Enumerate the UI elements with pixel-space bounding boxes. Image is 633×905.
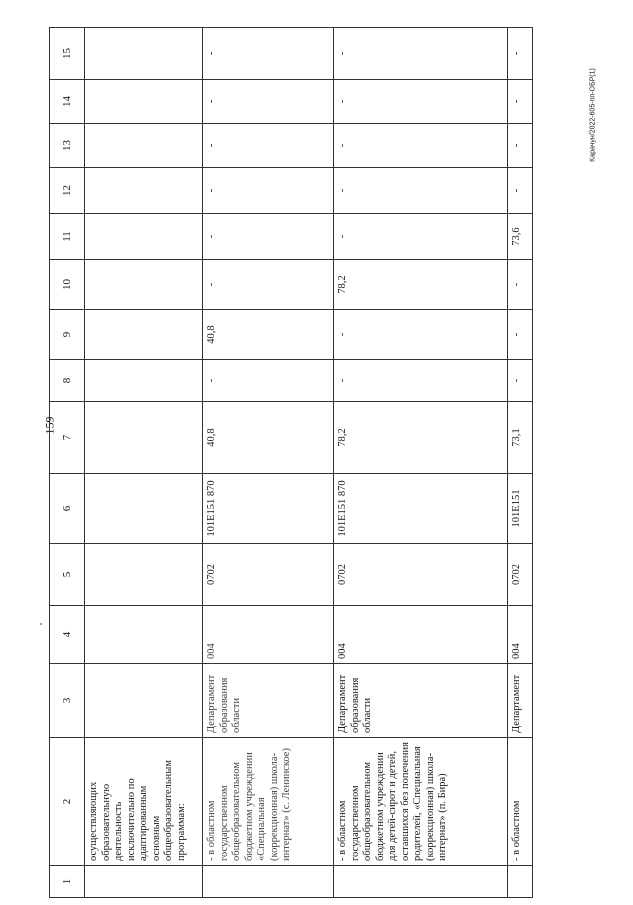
cell-c15: - [334,28,508,80]
cell-c14: - [203,80,334,124]
cell-c8: - [334,360,508,402]
cell-c13: - [508,124,533,168]
header-cell: 13 [50,124,85,168]
cell-c1 [334,866,508,898]
header-cell: 10 [50,260,85,310]
cell-c8: - [508,360,533,402]
cell-c10: - [508,260,533,310]
budget-table [49,27,533,898]
cell-c10: 78,2 [334,260,508,310]
cell-c8 [85,360,203,402]
header-cell: 5 [50,544,85,606]
table-row [203,28,334,898]
cell-c9 [85,310,203,360]
header-cell: 15 [50,28,85,80]
header-cell: 2 [50,738,85,866]
cell-c4 [85,606,203,664]
cell-c7: 40,8 [203,402,334,474]
header-cell: 1 [50,866,85,898]
scan-dot [40,623,42,625]
cell-c4: 004 [334,606,508,664]
cell-c11: - [203,214,334,260]
header-cell: 11 [50,214,85,260]
cell-c12: - [203,168,334,214]
header-cell: 8 [50,360,85,402]
cell-c8: - [203,360,334,402]
cell-c4: 004 [203,606,334,664]
cell-c7: 73,1 [508,402,533,474]
cell-c12: - [334,168,508,214]
table-row [508,28,533,898]
header-cell: 6 [50,474,85,544]
cell-c14: - [508,80,533,124]
cell-c14 [85,80,203,124]
cell-c15: - [203,28,334,80]
cell-c13: - [334,124,508,168]
cell-c5: 0702 [508,544,533,606]
cell-c1 [85,866,203,898]
header-cell: 9 [50,310,85,360]
cell-c7: 78,2 [334,402,508,474]
header-cell: 14 [50,80,85,124]
cell-c5: 0702 [334,544,508,606]
cell-c11: - [334,214,508,260]
cell-c9: - [334,310,508,360]
cell-c10: - [203,260,334,310]
cell-c3: Департамент [508,664,533,738]
cell-c15 [85,28,203,80]
cell-c2: осуществляющих образовательную деятельность исключительно по адаптированным основным общеобразовательным программам: [85,738,203,866]
table-row [85,28,203,898]
header-cell: 12 [50,168,85,214]
cell-c4: 004 [508,606,533,664]
cell-c3: Департамент образования области [334,664,508,738]
cell-c14: - [334,80,508,124]
cell-c6 [85,474,203,544]
cell-c13 [85,124,203,168]
cell-c11: 73,6 [508,214,533,260]
cell-c9: - [508,310,533,360]
cell-c15: - [508,28,533,80]
header-cell: 3 [50,664,85,738]
cell-c12 [85,168,203,214]
cell-c5 [85,544,203,606]
side-note [588,35,598,195]
cell-c1 [508,866,533,898]
table-row [334,28,508,898]
cell-c3 [85,664,203,738]
cell-c1 [203,866,334,898]
table-wrap [49,28,527,898]
header-cell: 7 [50,402,85,474]
cell-c13: - [203,124,334,168]
cell-c12: - [508,168,533,214]
cell-c7 [85,402,203,474]
cell-c3: Департамент образования области [203,664,334,738]
cell-c9: 40,8 [203,310,334,360]
cell-c2: - в областном государственном общеобразовательном бюджетном учреждении «Специальная (коррекционная) школа-интернат» (с. Ленинское) [203,738,334,866]
cell-c6: 101E151 870 [334,474,508,544]
cell-c6: 101E151 870 [203,474,334,544]
cell-c5: 0702 [203,544,334,606]
side-note-text: Карачун/2022-605-пп-ОБР(1) [589,68,597,162]
cell-c2: - в областном [508,738,533,866]
page-number: 159 [42,416,57,435]
header-row [50,28,85,898]
cell-c2: - в областном государственном общеобразовательном бюджетном учреждении для детей-сирот и детей, оставшихся без попечения родителей, «Специальная (коррекционная) школа-интернат» (п. Бира) [334,738,508,866]
rotated-table-container [49,28,527,898]
cell-c10 [85,260,203,310]
cell-c6: 101E151 [508,474,533,544]
header-cell: 4 [50,606,85,664]
cell-c11 [85,214,203,260]
